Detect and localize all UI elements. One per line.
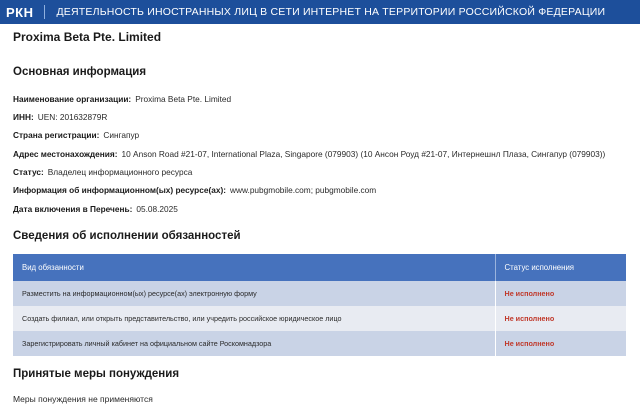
- organization-title: Proxima Beta Pte. Limited: [13, 30, 162, 44]
- measures-text: Меры понуждения не применяются: [13, 394, 153, 404]
- rkn-logo[interactable]: РКН: [6, 4, 34, 20]
- column-header-duty: Вид обязанности: [13, 254, 495, 281]
- field-value: Proxima Beta Pte. Limited: [135, 94, 232, 104]
- field-address: [13, 149, 605, 159]
- field-status: [13, 167, 192, 177]
- duty-cell: Зарегистрировать личный кабинет на официальном сайте Роскомнадзора: [13, 331, 495, 356]
- table-row: [13, 331, 626, 356]
- header-divider: [44, 5, 45, 19]
- column-header-status: Статус исполнения: [495, 254, 626, 281]
- header-tagline: ДЕЯТЕЛЬНОСТЬ ИНОСТРАННЫХ ЛИЦ В СЕТИ ИНТЕРНЕТ НА ТЕРРИТОРИИ РОССИЙСКОЙ ФЕДЕРАЦИИ: [56, 6, 606, 18]
- status-cell: Не исполнено: [495, 306, 626, 331]
- field-label: Дата включения в Перечень:: [13, 204, 133, 214]
- field-resources: [13, 185, 376, 195]
- top-header-bar: [0, 0, 640, 24]
- field-inclusion-date: [13, 204, 178, 214]
- obligations-table: [13, 254, 626, 356]
- field-label: Адрес местонахождения:: [13, 149, 118, 159]
- field-value: UEN: 201632879R: [37, 112, 108, 122]
- field-value: 10 Anson Road #21-07, International Plaza, Singapore (079903) (10 Ансон Роуд #21-07, Интернешнл Плаза, Сингапур (079903)): [121, 149, 606, 159]
- measures-heading: Принятые меры понуждения: [13, 368, 180, 380]
- duty-cell: Создать филиал, или открыть представительство, или учредить российское юридическое лицо: [13, 306, 495, 331]
- status-cell: Не исполнено: [495, 331, 626, 356]
- status-cell: Не исполнено: [495, 281, 626, 306]
- field-value: www.pubgmobile.com; pubgmobile.com: [230, 185, 377, 195]
- obligations-heading: Сведения об исполнении обязанностей: [13, 230, 241, 242]
- duty-cell: Разместить на информационном(ых) ресурсе(ах) электронную форму: [13, 281, 495, 306]
- field-value: Владелец информационного ресурса: [47, 167, 193, 177]
- field-country: [13, 130, 139, 140]
- table-row: [13, 306, 626, 331]
- field-label: ИНН:: [13, 112, 34, 122]
- basic-info-heading: Основная информация: [13, 66, 147, 78]
- field-label: Статус:: [13, 167, 44, 177]
- field-label: Наименование организации:: [13, 94, 132, 104]
- table-row: [13, 281, 626, 306]
- field-org-name: [13, 94, 231, 104]
- field-label: Информация об информационном(ых) ресурсе(ах):: [13, 185, 226, 195]
- table-header-row: [13, 254, 626, 281]
- field-label: Страна регистрации:: [13, 130, 100, 140]
- field-value: 05.08.2025: [136, 204, 178, 214]
- field-value: Сингапур: [103, 130, 140, 140]
- field-inn: [13, 112, 107, 122]
